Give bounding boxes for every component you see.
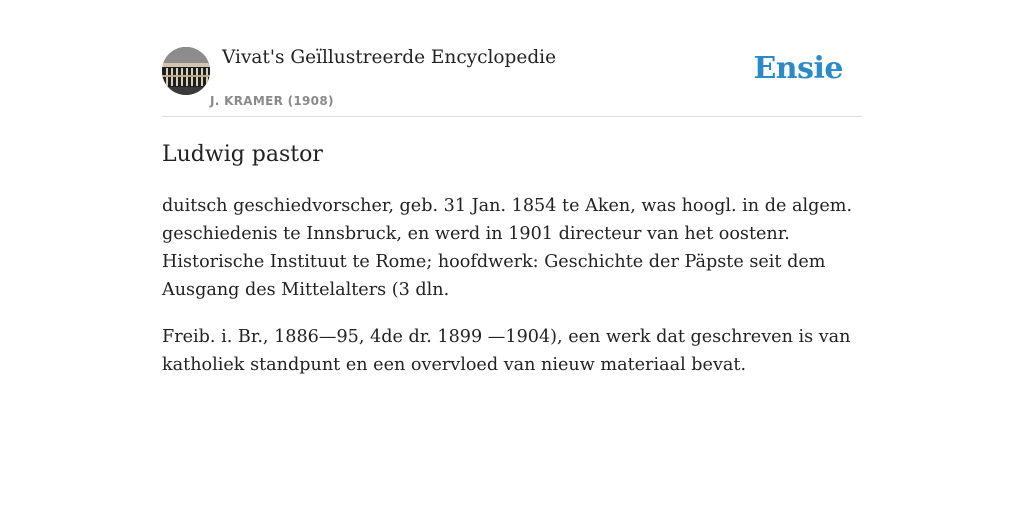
book-author: J. KRAMER (1908): [210, 94, 334, 108]
entry-title: Ludwig pastor: [162, 142, 323, 167]
source-header: [162, 0, 862, 117]
ensie-logo[interactable]: Ensie: [753, 51, 843, 86]
entry-card: [162, 0, 862, 375]
entry-body: [162, 192, 862, 398]
entry-paragraph: Freib. i. Br., 1886—95, 4de dr. 1899 —1904), een werk dat geschreven is van katholiek standpunt en een overvloed van nieuw materiaal bevat.: [162, 327, 851, 375]
book-title[interactable]: Vivat's Geïllustreerde Encyclopedie: [222, 47, 557, 68]
entry-paragraph: duitsch geschiedvorscher, geb. 31 Jan. 1854 te Aken, was hoogl. in de algem. geschiedenis te Innsbruck, en werd in 1901 directeur van het oostenr. Historische Instituut te Rome; hoofdwerk: Geschichte der Päpste seit dem Ausgang des Mittelalters (3 dln.: [162, 196, 853, 300]
book-spines-icon: [162, 47, 210, 95]
book-cover-avatar[interactable]: [162, 47, 210, 95]
